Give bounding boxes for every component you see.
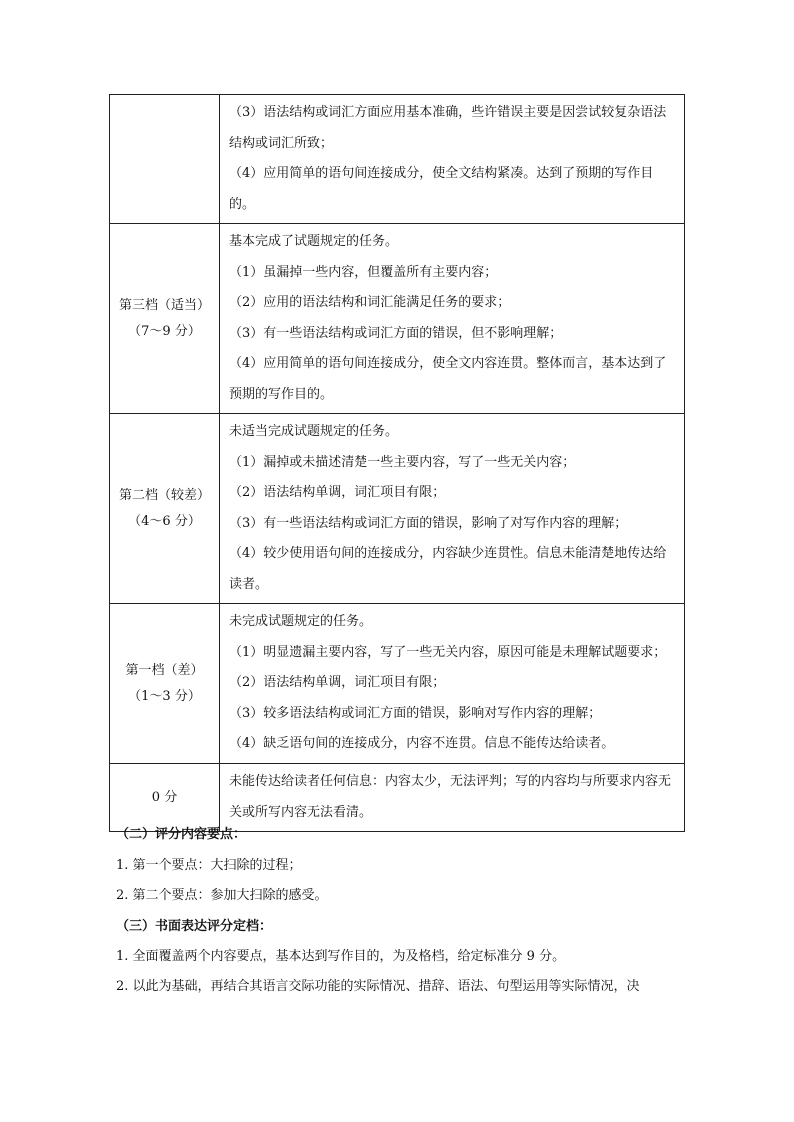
- description-cell: [220, 604, 685, 764]
- list-item: 2. 以此为基础，再结合其语言交际功能的实际情况、措辞、语法、句型运用等实际情况，决: [116, 979, 640, 994]
- criterion-line: （2）语法结构单调，词汇项目有限；: [229, 485, 446, 500]
- criterion-line: 未能传达给读者任何信息：内容太少，无法评判；写的内容均与所要求内容无关或所写内容无法看清。: [229, 774, 672, 820]
- criterion-line: 未完成试题规定的任务。: [229, 614, 373, 630]
- level-name: 第三档（适当）: [118, 297, 210, 313]
- table-row: [110, 224, 685, 414]
- table-row: [110, 604, 685, 764]
- list-item: 1. 第一个要点：大扫除的过程；: [116, 858, 302, 873]
- description-cell: [220, 95, 685, 224]
- level-cell: [110, 414, 220, 604]
- criterion-line: （1）明显遗漏主要内容，写了一些无关内容，原因可能是未理解试题要求；: [229, 644, 667, 660]
- criterion-line: （3）有一些语法结构或词汇方面的错误，影响了对写作内容的理解；: [229, 515, 628, 531]
- criterion-line: （2）语法结构单调，词汇项目有限；: [229, 675, 446, 691]
- section-heading-content-points: （二）评分内容要点：: [116, 827, 247, 842]
- criterion-line: 未适当完成试题规定的任务。: [229, 424, 399, 439]
- criterion-line: 基本完成了试题规定的任务。: [229, 234, 399, 249]
- table-row: [110, 764, 685, 832]
- section-heading-grading: （三）书面表达评分定档：: [116, 919, 273, 934]
- level-score: （4～6 分）: [128, 513, 201, 529]
- criterion-line: （4）应用简单的语句间连接成分，使全文结构紧凑。达到了预期的写作目的。: [229, 166, 654, 212]
- description-cell: [220, 414, 685, 604]
- criterion-line: （1）虽漏掉一些内容，但覆盖所有主要内容；: [229, 264, 498, 280]
- table-row: [110, 95, 685, 224]
- level-name: 第一档（差）: [125, 662, 204, 678]
- description-cell: [220, 764, 685, 832]
- criterion-line: （4）缺乏语句间的连接成分，内容不连贯。信息不能传达给读者。: [229, 736, 615, 752]
- level-score: （7～9 分）: [128, 323, 201, 339]
- level-score: （1～3 分）: [128, 688, 201, 704]
- criterion-line: （4）应用简单的语句间连接成分，使全文内容连贯。整体而言，基本达到了预期的写作目的。: [229, 356, 667, 402]
- level-name: 0 分: [151, 789, 178, 805]
- level-cell: [110, 604, 220, 764]
- table-row: [110, 414, 685, 604]
- criterion-line: （2）应用的语法结构和词汇能满足任务的要求；: [229, 295, 511, 310]
- level-cell: [110, 224, 220, 414]
- criterion-line: （3）有一些语法结构或词汇方面的错误，但不影响理解；: [229, 325, 563, 341]
- level-cell: [110, 764, 220, 832]
- criterion-line: （3）较多语法结构或词汇方面的错误，影响对写作内容的理解；: [229, 705, 602, 721]
- level-name: 第二档（较差）: [118, 487, 210, 503]
- level-cell: [110, 95, 220, 224]
- criterion-line: （4）较少使用语句间的连接成分，内容缺少连贯性。信息未能清楚地传达给读者。: [229, 546, 667, 592]
- criterion-line: （3）语法结构或词汇方面应用基本准确，些许错误主要是因尝试较复杂语法结构或词汇所致；: [229, 105, 667, 151]
- list-item: 2. 第二个要点：参加大扫除的感受。: [116, 888, 328, 903]
- grading-table: [109, 94, 685, 832]
- criterion-line: （1）漏掉或未描述清楚一些主要内容，写了一些无关内容；: [229, 454, 576, 470]
- list-item: 1. 全面覆盖两个内容要点，基本达到写作目的，为及格档，给定标准分 9 分。: [116, 949, 566, 964]
- description-cell: [220, 224, 685, 414]
